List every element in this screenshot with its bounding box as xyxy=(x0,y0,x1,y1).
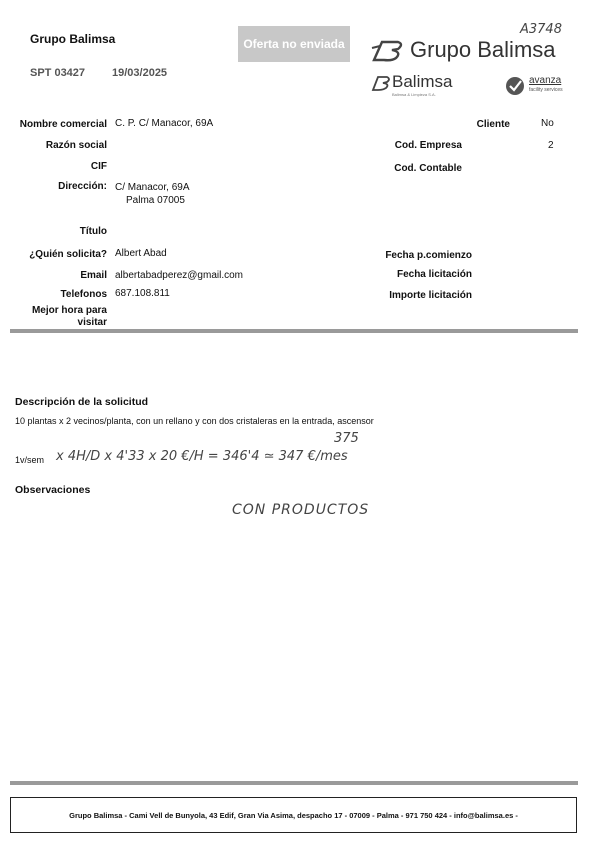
balimsa-b-icon xyxy=(370,36,406,64)
handwritten-calculation: x 4H/D x 4'33 x 20 €/H = 346'4 ≃ 347 €/mes xyxy=(56,449,348,464)
cliente-label: Cliente xyxy=(476,119,510,130)
cod-empresa-label: Cod. Empresa xyxy=(394,140,462,151)
importe-licitacion-label: Importe licitación xyxy=(389,290,472,301)
grupo-balimsa-logo xyxy=(370,36,585,64)
footer-box xyxy=(10,797,577,833)
direccion-line2: Palma 07005 xyxy=(126,195,185,206)
balimsa-logo xyxy=(370,72,470,100)
titulo-label: Título xyxy=(79,226,107,237)
cod-contable-label: Cod. Contable xyxy=(394,163,462,174)
mejor-hora-label-1: Mejor hora para xyxy=(31,305,107,316)
observaciones-title: Observaciones xyxy=(15,484,91,496)
footer-divider xyxy=(10,781,578,785)
section-divider xyxy=(10,329,578,333)
quien-label: ¿Quién solicita? xyxy=(29,249,107,260)
telefonos-value: 687.108.811 xyxy=(115,288,170,299)
footer-text: Grupo Balimsa - Cami Vell de Bunyola, 43 Edif, Gran Via Asima, despacho 17 - 07009 - Palma - 971 750 424 - info@balimsa.es - xyxy=(69,810,518,820)
description-title: Descripción de la solicitud xyxy=(15,396,149,408)
handwritten-observation: CON PRODUCTOS xyxy=(232,502,370,518)
direccion-line1: C/ Manacor, 69A xyxy=(115,182,190,193)
email-label: Email xyxy=(80,270,107,281)
handwritten-ref: A3748 xyxy=(520,22,562,37)
logo-sub-tagline: Balimsa & Limpieza S.A. xyxy=(392,92,436,97)
quien-value: Albert Abad xyxy=(115,248,167,259)
telefonos-label: Telefonos xyxy=(60,289,107,300)
avanza-tagline: facility services xyxy=(529,87,563,93)
nombre-comercial-value: C. P. C/ Manacor, 69A xyxy=(115,118,214,129)
cif-label: CIF xyxy=(90,161,107,172)
logo-sub-text: Balimsa xyxy=(392,72,453,91)
direccion-label: Dirección: xyxy=(58,181,107,192)
nombre-comercial-label: Nombre comercial xyxy=(19,119,107,130)
spt-date: 19/03/2025 xyxy=(112,67,168,79)
razon-social-label: Razón social xyxy=(45,140,107,151)
avanza-check-icon xyxy=(505,76,525,96)
spt-number: SPT 03427 xyxy=(30,67,86,79)
cliente-value: No xyxy=(541,118,554,129)
avanza-text: avanza xyxy=(529,75,562,86)
logo-main-text: Grupo Balimsa xyxy=(410,37,556,62)
balimsa-small-b-icon xyxy=(370,74,392,92)
company-name: Grupo Balimsa xyxy=(30,32,116,46)
email-value: albertabadperez@gmail.com xyxy=(115,270,243,281)
frequency-text: 1v/sem xyxy=(15,455,45,465)
mejor-hora-label-2: visitar xyxy=(77,317,107,328)
status-badge: Oferta no enviada xyxy=(238,26,350,62)
cod-empresa-value: 2 xyxy=(548,140,554,151)
fecha-licitacion-label: Fecha licitación xyxy=(396,269,472,280)
description-text: 10 plantas x 2 vecinos/planta, con un rellano y con dos cristaleras en la entrada, ascensor xyxy=(15,416,374,426)
avanza-logo xyxy=(505,74,575,100)
fecha-comienzo-label: Fecha p.comienzo xyxy=(385,250,472,261)
handwritten-correction: 375 xyxy=(334,431,359,446)
